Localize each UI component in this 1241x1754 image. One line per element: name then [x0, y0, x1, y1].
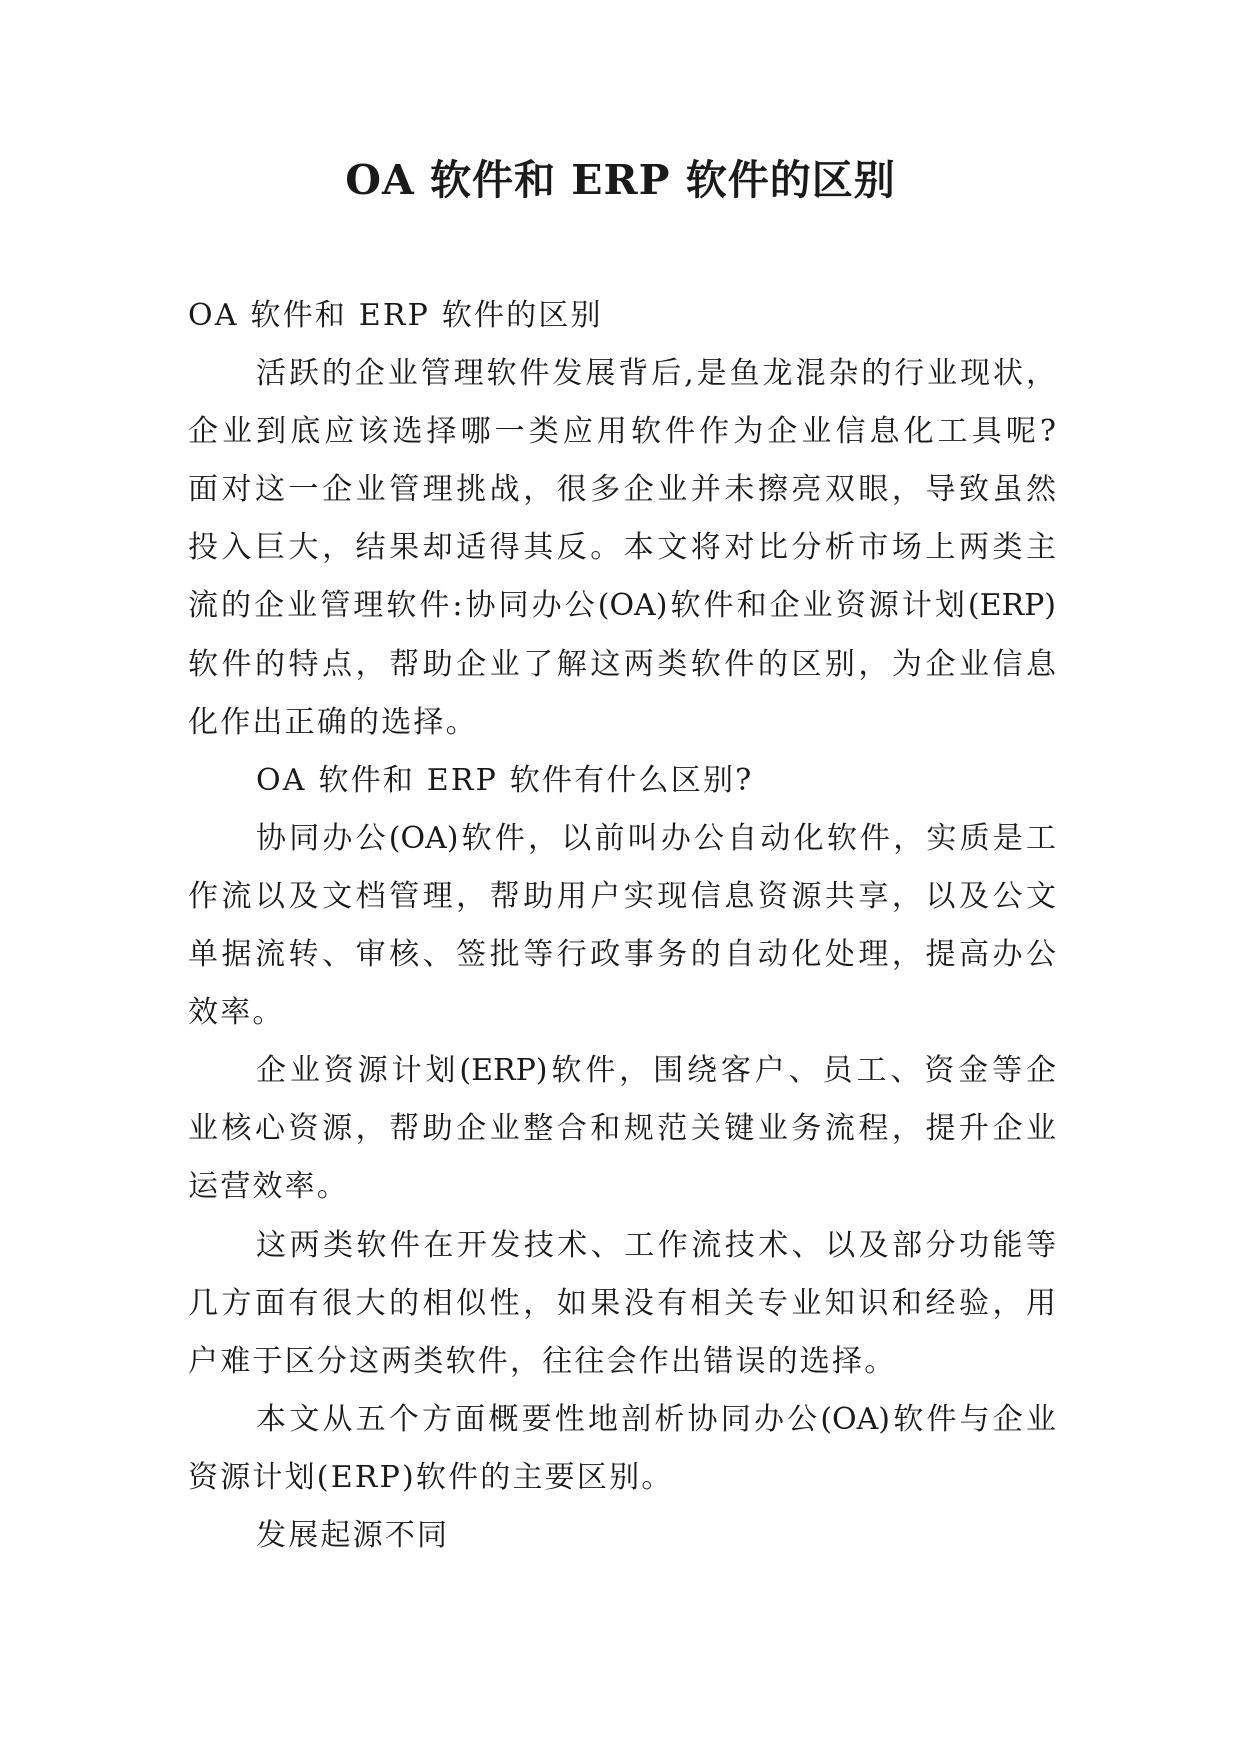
text-line: 流的企业管理软件:协同办公(OA)软件和企业资源计划(ERP): [188, 588, 1056, 624]
text-line: 作流以及文档管理，帮助用户实现信息资源共享，以及公文: [188, 878, 1056, 914]
text-line: 企业资源计划(ERP)软件，围绕客户、员工、资金等企: [256, 1053, 1056, 1089]
text-line: 运营效率。: [188, 1169, 349, 1205]
text-line: 活跃的企业管理软件发展背后,是鱼龙混杂的行业现状，: [256, 356, 1056, 392]
text-line: 几方面有很大的相似性，如果没有相关专业知识和经验，用: [188, 1285, 1056, 1321]
section-heading: 发展起源不同: [256, 1517, 450, 1553]
text-line: 化作出正确的选择。: [188, 704, 478, 740]
text-line: 软件的特点，帮助企业了解这两类软件的区别，为企业信息: [188, 646, 1056, 682]
text-line: 业核心资源，帮助企业整合和规范关键业务流程，提升企业: [188, 1111, 1056, 1147]
text-line: OA 软件和 ERP 软件的区别: [188, 298, 603, 333]
text-line: 面对这一企业管理挑战，很多企业并未擦亮双眼，导致虽然: [188, 472, 1056, 508]
text-line: 本文从五个方面概要性地剖析协同办公(OA)软件与企业: [256, 1401, 1056, 1437]
document-body: [188, 287, 1056, 1565]
text-line: 效率。: [188, 995, 285, 1031]
text-line: OA 软件和 ERP 软件有什么区别?: [256, 762, 754, 798]
text-line: 投入巨大，结果却适得其反。本文将对比分析市场上两类主: [188, 530, 1056, 566]
text-line: 协同办公(OA)软件，以前叫办公自动化软件，实质是工: [256, 820, 1056, 856]
text-line: 单据流转、审核、签批等行政事务的自动化处理，提高办公: [188, 937, 1056, 973]
text-line: 户难于区分这两类软件，往往会作出错误的选择。: [188, 1343, 897, 1379]
text-line: 资源计划(ERP)软件的主要区别。: [188, 1459, 674, 1495]
document-title: OA 软件和 ERP 软件的区别: [345, 156, 896, 204]
text-line: 这两类软件在开发技术、工作流技术、以及部分功能等: [256, 1227, 1056, 1263]
text-line: 企业到底应该选择哪一类应用软件作为企业信息化工具呢?: [188, 414, 1056, 450]
